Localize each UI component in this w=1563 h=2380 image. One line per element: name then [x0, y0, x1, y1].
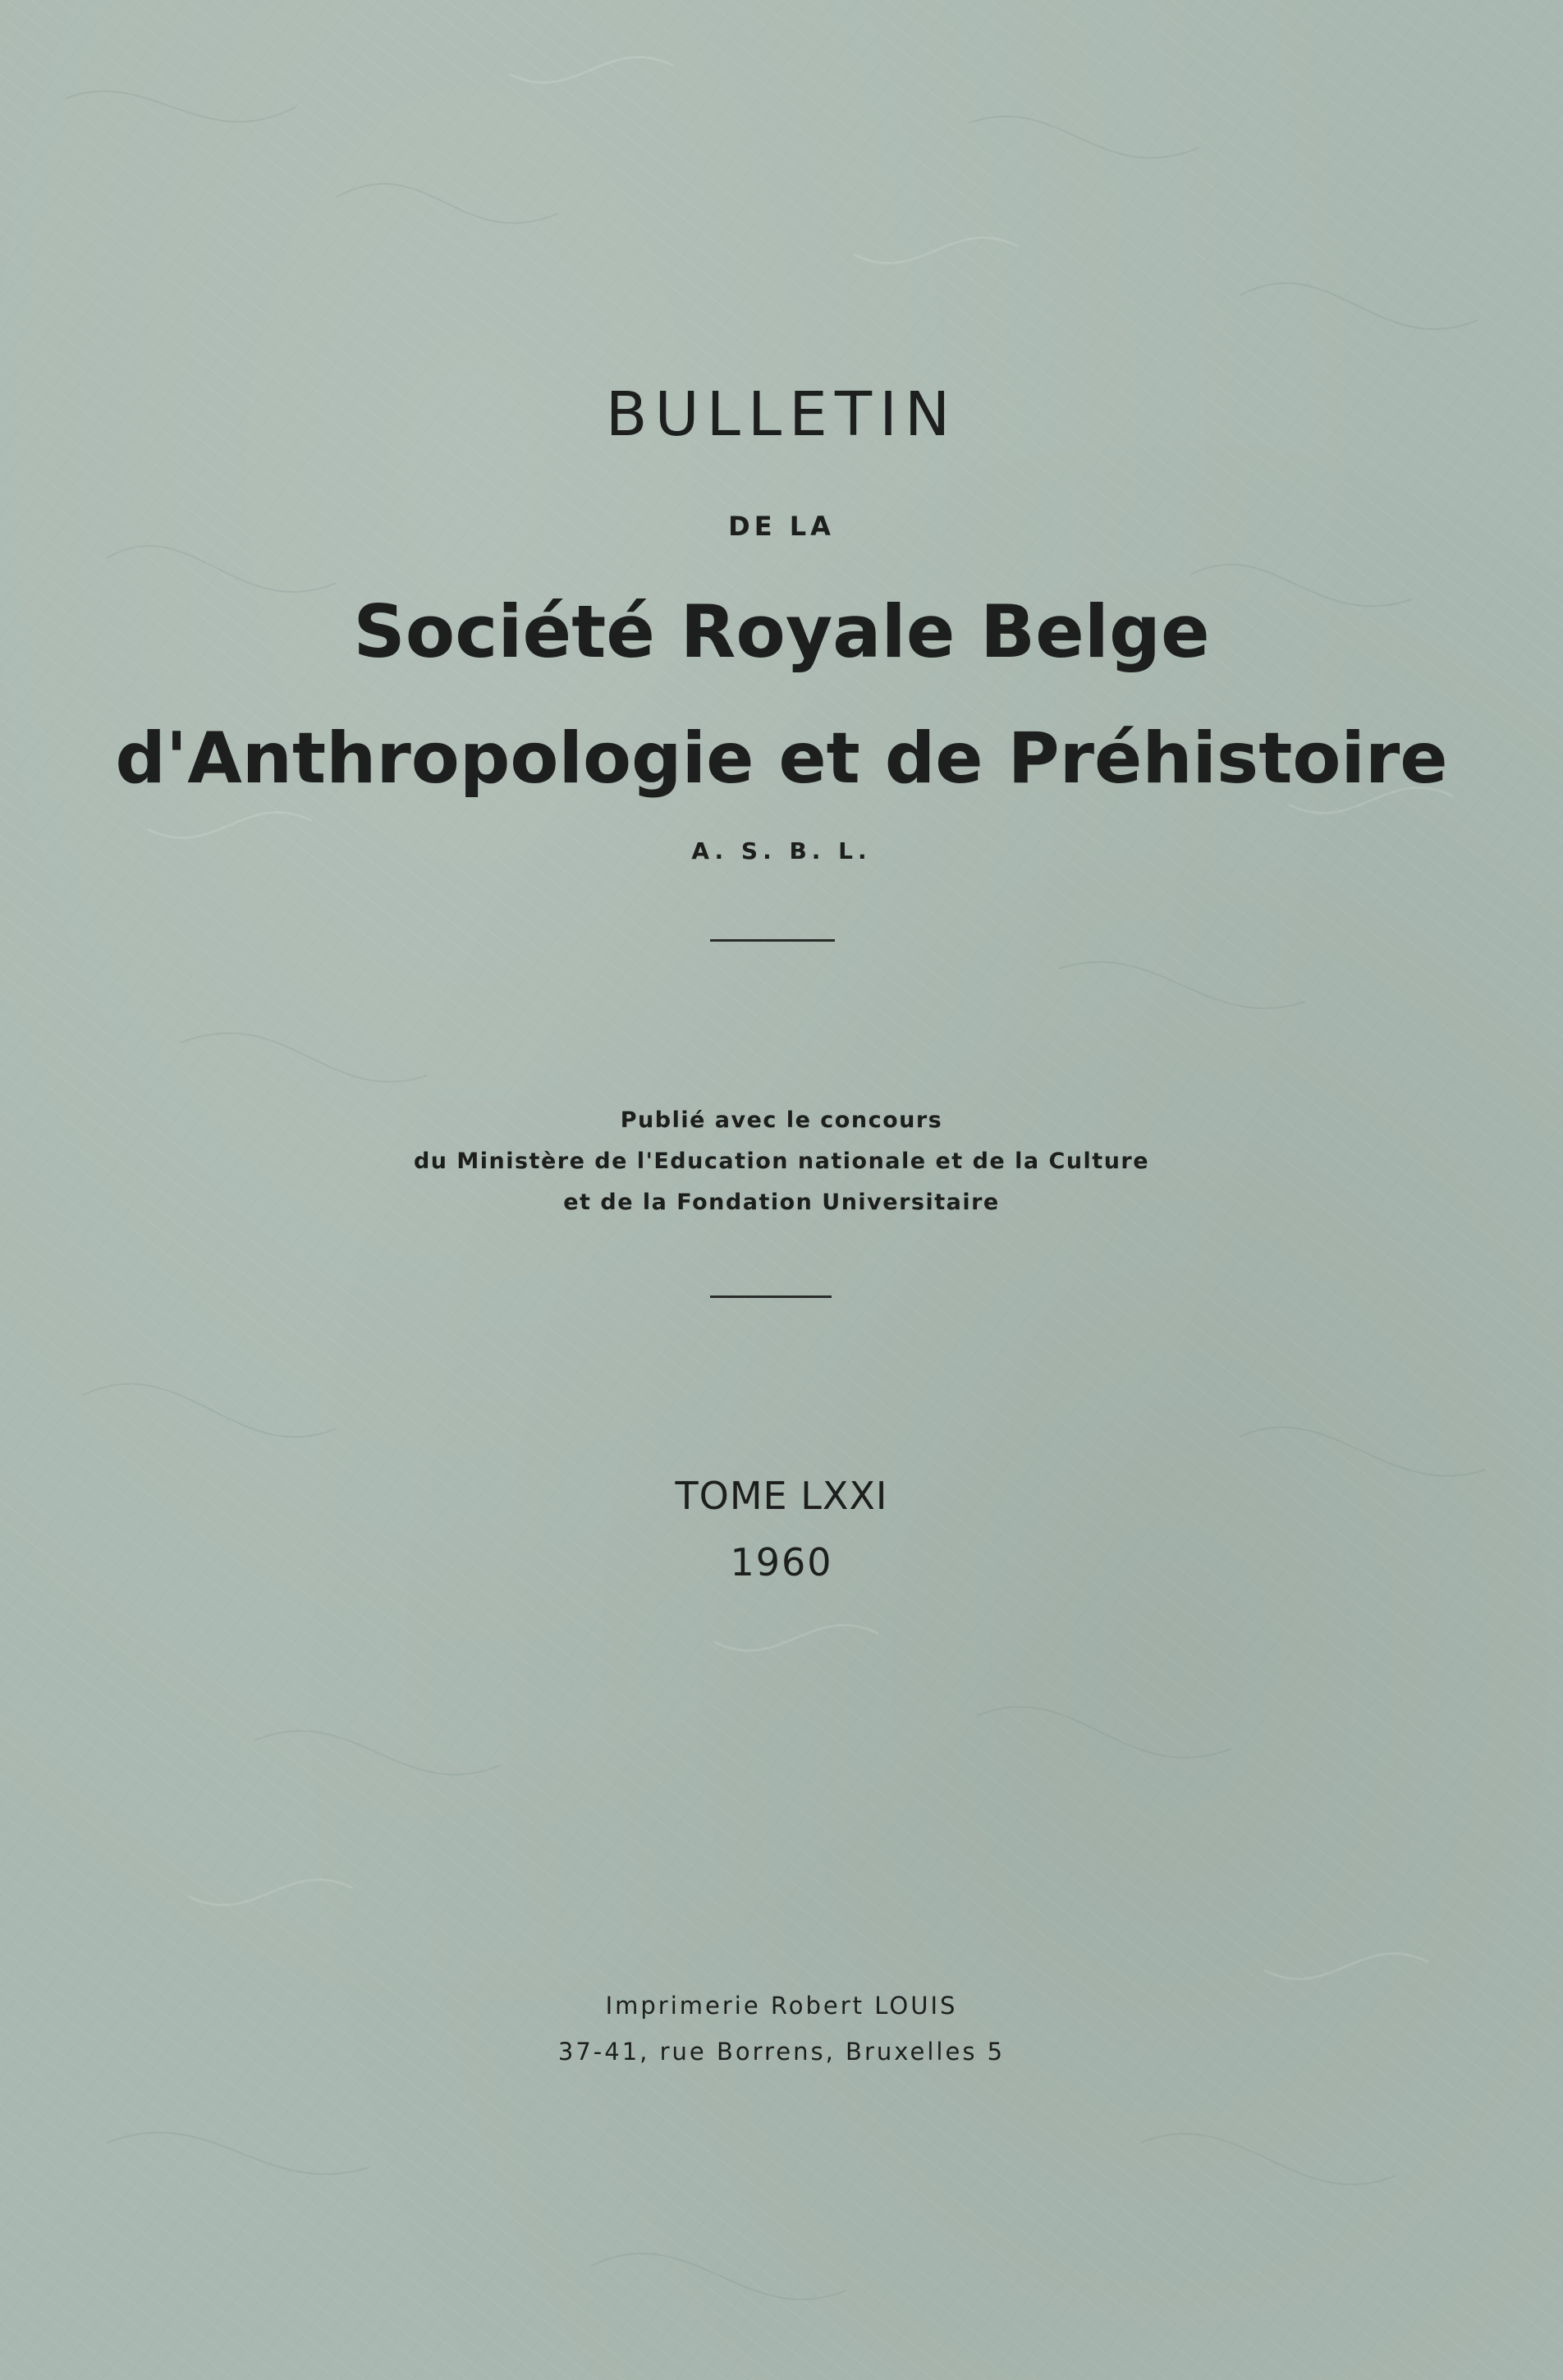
- support-line: Publié avec le concours: [620, 1107, 943, 1133]
- support-line: du Ministère de l'Education nationale et de la Culture: [413, 1149, 1150, 1174]
- upper-divider: [710, 939, 835, 942]
- legal-form: A. S. B. L.: [691, 837, 872, 864]
- society-name-line-2: d'Anthropologie et de Préhistoire: [115, 718, 1448, 800]
- printer-address: 37-41, rue Borrens, Bruxelles 5: [557, 2038, 1006, 2066]
- printer-name: Imprimerie Robert LOUIS: [605, 1992, 958, 2020]
- publication-year: 1960: [730, 1540, 833, 1584]
- society-name-line-1: Société Royale Belge: [353, 589, 1210, 674]
- volume-number: TOME LXXI: [675, 1474, 888, 1518]
- printer-imprint: [0, 1983, 1563, 2075]
- bulletin-title: BULLETIN: [605, 379, 958, 450]
- support-notice: [0, 1100, 1563, 1223]
- title-preposition: DE LA: [728, 511, 835, 542]
- lower-divider: [710, 1295, 832, 1298]
- support-line: et de la Fondation Universitaire: [563, 1190, 1000, 1215]
